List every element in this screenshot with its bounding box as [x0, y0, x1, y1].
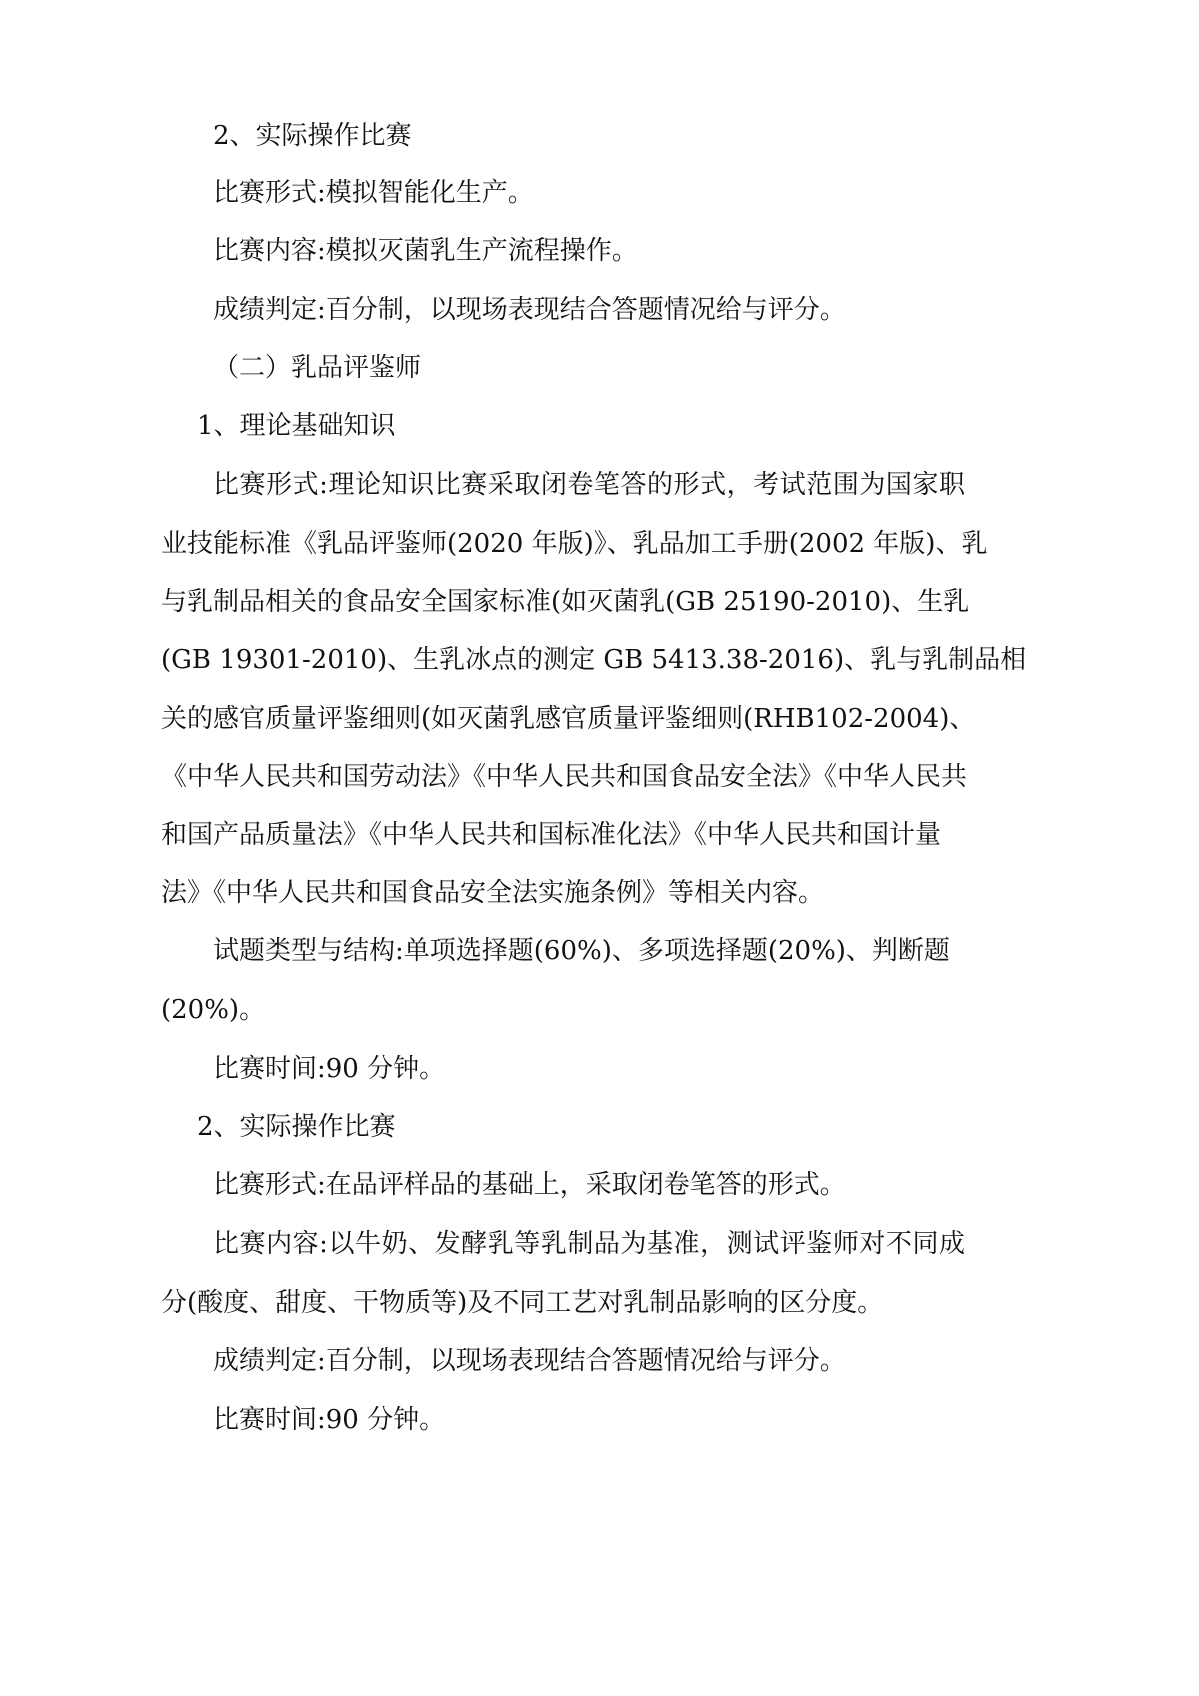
paragraph-line: 比赛时间:90 分钟。	[213, 1405, 446, 1435]
section-heading-practical-1: 2、实际操作比赛	[213, 121, 412, 151]
paragraph-line: 比赛时间:90 分钟。	[213, 1054, 446, 1084]
paragraph-line: 比赛内容:模拟灭菌乳生产流程操作。	[213, 236, 638, 266]
section-heading-practical-2: 2、实际操作比赛	[197, 1112, 396, 1142]
paragraph-line: 《中华人民共和国劳动法》《中华人民共和国食品安全法》《中华人民共	[161, 762, 968, 792]
paragraph-line: 法》《中华人民共和国食品安全法实施条例》等相关内容。	[161, 878, 825, 908]
paragraph-line: 比赛形式:理论知识比赛采取闭卷笔答的形式，考试范围为国家职	[213, 470, 965, 500]
paragraph-line: 关的感官质量评鉴细则(如灭菌乳感官质量评鉴细则(RHB102-2004)、	[161, 704, 976, 734]
paragraph-line: (20%)。	[161, 995, 266, 1025]
paragraph-line: 比赛形式:模拟智能化生产。	[213, 178, 534, 208]
paragraph-line: 业技能标准《乳品评鉴师(2020 年版)》、乳品加工手册(2002 年版)、乳	[161, 529, 988, 559]
paragraph-line: 试题类型与结构:单项选择题(60%)、多项选择题(20%)、判断题	[213, 936, 950, 966]
paragraph-line: 与乳制品相关的食品安全国家标准(如灭菌乳(GB 25190-2010)、生乳	[161, 587, 970, 617]
paragraph-line: 分(酸度、甜度、干物质等)及不同工艺对乳制品影响的区分度。	[161, 1288, 884, 1318]
paragraph-line: (GB 19301-2010)、生乳冰点的测定 GB 5413.38-2016)、乳与乳制品相	[161, 645, 1027, 675]
paragraph-line: 和国产品质量法》《中华人民共和国标准化法》《中华人民共和国计量	[161, 820, 942, 850]
section-heading-theory: 1、理论基础知识	[197, 411, 396, 441]
section-heading-dairy-evaluator: （二）乳品评鉴师	[213, 353, 422, 383]
paragraph-line: 比赛形式:在品评样品的基础上，采取闭卷笔答的形式。	[213, 1170, 846, 1200]
paragraph-line: 成绩判定:百分制，以现场表现结合答题情况给与评分。	[213, 1346, 846, 1376]
paragraph-line: 比赛内容:以牛奶、发酵乳等乳制品为基准，测试评鉴师对不同成	[213, 1229, 965, 1259]
paragraph-line: 成绩判定:百分制，以现场表现结合答题情况给与评分。	[213, 295, 846, 325]
